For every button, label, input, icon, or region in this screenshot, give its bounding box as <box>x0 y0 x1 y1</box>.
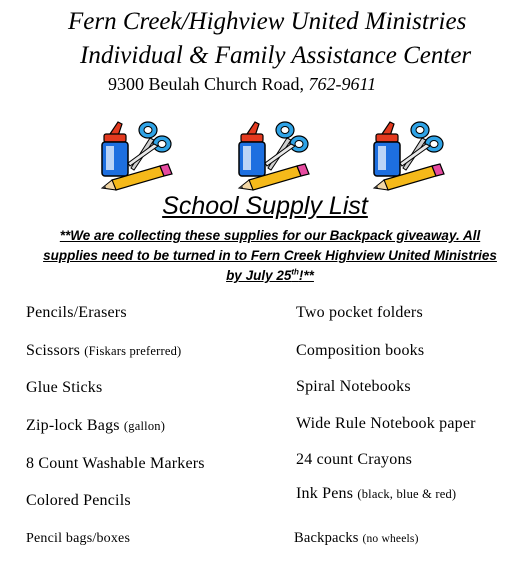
note-end: !** <box>298 268 314 283</box>
glue-bottle-icon <box>102 122 128 176</box>
supply-item-note: (gallon) <box>123 419 166 433</box>
supply-item-note: (Fiskars preferred) <box>84 344 182 358</box>
supply-item-label: Spiral Notebooks <box>296 378 411 395</box>
supply-item-label: Pencils/Erasers <box>26 304 127 321</box>
supply-item <box>296 451 412 469</box>
supply-item <box>26 342 181 360</box>
phone-number: 762-9611 <box>308 74 377 94</box>
supply-item-label: Two pocket folders <box>296 304 423 321</box>
supply-item-label: Ink Pens <box>296 485 358 502</box>
scissors-icon <box>400 122 443 170</box>
supply-item-label: Zip-lock Bags <box>26 417 124 434</box>
supply-item <box>26 304 127 322</box>
supply-item-note: (black, blue & red) <box>357 487 457 501</box>
glue-bottle-icon <box>239 122 265 176</box>
supply-item-note: (no wheels) <box>362 533 419 545</box>
supply-item-label: Pencil bags/boxes <box>26 531 131 546</box>
supply-item-label: Backpacks <box>294 530 363 546</box>
school-supplies-clipart-2 <box>233 118 313 198</box>
street-address: 9300 Beulah Church Road, <box>108 74 309 94</box>
supply-item-label: Colored Pencils <box>26 492 131 509</box>
supply-item <box>296 415 476 433</box>
supply-item <box>26 531 130 547</box>
supply-item-label: Scissors <box>26 342 85 359</box>
supply-item <box>296 485 456 503</box>
supply-item-label: 24 count Crayons <box>296 451 413 468</box>
supply-item <box>296 342 424 360</box>
collection-note <box>40 226 500 286</box>
address-line <box>108 74 530 95</box>
supply-item-label: Wide Rule Notebook paper <box>296 415 476 432</box>
supply-item <box>26 492 131 510</box>
supply-item <box>294 530 419 547</box>
org-name-line2: Individual & Family Assistance Center <box>80 42 472 69</box>
note-superscript: th <box>291 267 299 277</box>
org-name-line1: Fern Creek/Highview United Ministries <box>68 8 467 35</box>
supply-item <box>26 417 165 435</box>
page-title: School Supply List <box>162 192 368 220</box>
supply-item <box>296 378 411 396</box>
supply-item <box>26 455 205 473</box>
supply-item <box>26 379 102 397</box>
school-supplies-clipart-3 <box>368 118 448 198</box>
supply-item-label: 8 Count Washable Markers <box>26 455 205 472</box>
supply-item-label: Composition books <box>296 342 425 359</box>
glue-bottle-icon <box>374 122 400 176</box>
supply-item-label: Glue Sticks <box>26 379 103 396</box>
scissors-icon <box>265 122 308 170</box>
supply-item <box>296 304 423 322</box>
school-supplies-clipart-1 <box>96 118 176 198</box>
scissors-icon <box>128 122 171 170</box>
note-text: **We are collecting these supplies for our Backpack giveaway. All supplies need to be turned in to Fern Creek Highview United Ministries by July 25 <box>43 228 497 283</box>
